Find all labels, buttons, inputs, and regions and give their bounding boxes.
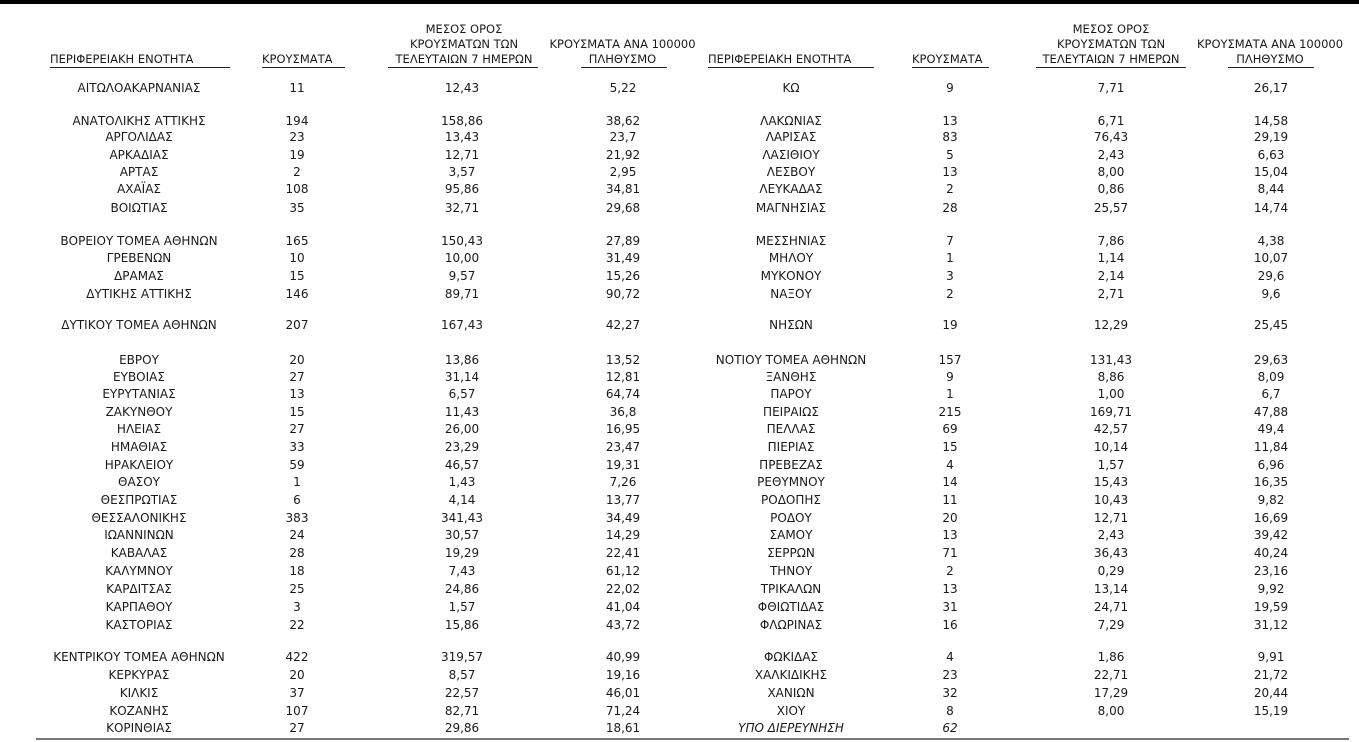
left-cases-cell: 422	[285, 650, 309, 664]
left-region-cell: ΚΟΡΙΝΘΙΑΣ	[106, 721, 172, 735]
left-region-cell: ΗΜΑΘΙΑΣ	[110, 440, 168, 454]
right-avg7-cell: 7,86	[1097, 234, 1125, 248]
right-cases-cell: 14	[942, 475, 958, 489]
left-avg7-cell: 3,57	[448, 165, 476, 179]
left-cases-cell: 146	[285, 287, 309, 301]
right-avg7-cell: 13,14	[1093, 582, 1129, 596]
header-underline	[388, 67, 538, 68]
right-cases-cell: 215	[938, 405, 962, 419]
right-region-cell: ΦΩΚΙΔΑΣ	[763, 650, 819, 664]
left-region-cell: ΑΡΓΟΛΙΔΑΣ	[105, 130, 173, 144]
left-avg7-cell: 150,43	[441, 234, 483, 248]
right-avg7-cell: 2,43	[1097, 528, 1125, 542]
right-per100k-cell: 49,4	[1257, 422, 1285, 436]
right-region-cell: ΡΟΔΟΥ	[770, 511, 812, 525]
left-cases-cell: 10	[289, 251, 305, 265]
right-per100k-cell: 9,82	[1257, 493, 1285, 507]
left-cases-cell: 165	[285, 234, 309, 248]
right-avg7-cell: 8,86	[1097, 370, 1125, 384]
header-avg-line3: ΤΕΛΕΥΤΑΙΩΝ 7 ΗΜΕΡΩΝ	[395, 52, 533, 66]
right-region-cell: ΛΑΡΙΣΑΣ	[765, 130, 817, 144]
right-cases-cell: 2	[946, 287, 954, 301]
right-per100k-cell: 39,42	[1253, 528, 1289, 542]
right-avg7-cell: 1,14	[1097, 251, 1125, 265]
right-avg7-cell: 42,57	[1093, 422, 1129, 436]
left-per100k-cell: 38,62	[605, 114, 641, 128]
left-region-cell: ΑΡΚΑΔΙΑΣ	[109, 148, 169, 162]
top-border	[0, 0, 1359, 4]
right-avg7-cell: 1,86	[1097, 650, 1125, 664]
right-cases-cell: 15	[942, 440, 958, 454]
left-cases-cell: 383	[285, 511, 309, 525]
header-underline	[262, 67, 345, 68]
header-underline	[912, 67, 989, 68]
left-region-cell: ΕΒΡΟΥ	[119, 353, 159, 367]
right-region-cell: ΛΕΥΚΑΔΑΣ	[759, 182, 823, 196]
right-avg7-cell: 17,29	[1093, 686, 1129, 700]
right-region-cell: ΣΕΡΡΩΝ	[767, 546, 815, 560]
right-per100k-cell: 16,35	[1253, 475, 1289, 489]
header-per-line2: ΠΛΗΘΥΣΜΟ	[588, 52, 657, 66]
left-avg7-cell: 12,71	[444, 148, 480, 162]
right-avg7-cell: 12,71	[1093, 511, 1129, 525]
left-cases-cell: 24	[289, 528, 305, 542]
left-cases-cell: 59	[289, 458, 305, 472]
left-per100k-cell: 16,95	[605, 422, 641, 436]
header-underline	[708, 67, 874, 68]
left-region-cell: ΑΧΑΪΑΣ	[117, 182, 161, 196]
right-region-cell: ΜΕΣΣΗΝΙΑΣ	[755, 234, 827, 248]
right-avg7-cell: 1,00	[1097, 387, 1125, 401]
left-avg7-cell: 31,14	[444, 370, 480, 384]
right-per100k-cell: 6,63	[1257, 148, 1285, 162]
right-region-cell: ΣΑΜΟΥ	[769, 528, 813, 542]
left-per100k-cell: 2,95	[609, 165, 637, 179]
right-region-cell: ΠΕΙΡΑΙΩΣ	[763, 405, 819, 419]
right-region-cell: ΧΙΟΥ	[776, 704, 806, 718]
left-cases-cell: 27	[289, 370, 305, 384]
left-avg7-cell: 26,00	[444, 422, 480, 436]
left-avg7-cell: 23,29	[444, 440, 480, 454]
right-per100k-cell: 26,17	[1253, 81, 1289, 95]
left-avg7-cell: 11,43	[444, 405, 480, 419]
right-per100k-cell: 40,24	[1253, 546, 1289, 560]
left-region-cell: ΘΑΣΟΥ	[117, 475, 161, 489]
left-avg7-cell: 12,43	[444, 81, 480, 95]
left-avg7-cell: 6,57	[448, 387, 476, 401]
left-per100k-cell: 36,8	[609, 405, 637, 419]
right-avg7-cell: 24,71	[1093, 600, 1129, 614]
right-per100k-cell: 6,7	[1261, 387, 1281, 401]
left-region-cell: ΕΥΒΟΙΑΣ	[113, 370, 165, 384]
right-region-cell: ΠΑΡΟΥ	[770, 387, 812, 401]
header-avg-line1: ΜΕΣΟΣ ΟΡΟΣ	[1072, 22, 1150, 36]
right-region-cell: ΛΕΣΒΟΥ	[766, 165, 816, 179]
left-per100k-cell: 40,99	[605, 650, 641, 664]
header-avg-line1: ΜΕΣΟΣ ΟΡΟΣ	[425, 22, 503, 36]
right-per100k-cell: 9,91	[1257, 650, 1285, 664]
left-cases-cell: 33	[289, 440, 305, 454]
header-underline	[50, 67, 230, 68]
right-region-cell: ΥΠΟ ΔΙΕΡΕΥΝΗΣΗ	[738, 721, 844, 735]
left-region-cell: ΚΑΣΤΟΡΙΑΣ	[105, 618, 173, 632]
left-per100k-cell: 15,26	[605, 269, 641, 283]
left-per100k-cell: 14,29	[605, 528, 641, 542]
left-per100k-cell: 19,16	[605, 668, 641, 682]
left-region-cell: ΚΑΛΥΜΝΟΥ	[105, 564, 173, 578]
right-region-cell: ΠΙΕΡΙΑΣ	[767, 440, 815, 454]
right-avg7-cell: 0,86	[1097, 182, 1125, 196]
left-region-cell: ΘΕΣΣΑΛΟΝΙΚΗΣ	[91, 511, 187, 525]
right-per100k-cell: 8,09	[1257, 370, 1285, 384]
left-avg7-cell: 29,86	[444, 721, 480, 735]
right-per100k-cell: 20,44	[1253, 686, 1289, 700]
right-region-cell: ΚΩ	[782, 81, 800, 95]
right-avg7-cell: 131,43	[1090, 353, 1132, 367]
right-region-cell: ΛΑΣΙΘΙΟΥ	[762, 148, 820, 162]
right-per100k-cell: 29,6	[1257, 269, 1285, 283]
bottom-border	[36, 738, 1349, 740]
left-per100k-cell: 42,27	[605, 318, 641, 332]
left-per100k-cell: 7,26	[609, 475, 637, 489]
right-per100k-cell: 23,16	[1253, 564, 1289, 578]
right-per100k-cell: 9,92	[1257, 582, 1285, 596]
left-avg7-cell: 22,57	[444, 686, 480, 700]
header-avg-right	[1031, 22, 1191, 67]
left-avg7-cell: 10,00	[444, 251, 480, 265]
right-region-cell: ΜΥΚΟΝΟΥ	[760, 269, 822, 283]
header-per-line1: ΚΡΟΥΣΜΑΤΑ ΑΝΑ 100000	[1196, 37, 1344, 51]
left-avg7-cell: 8,57	[448, 668, 476, 682]
left-cases-cell: 1	[293, 475, 301, 489]
left-per100k-cell: 27,89	[605, 234, 641, 248]
right-region-cell: ΛΑΚΩΝΙΑΣ	[760, 114, 822, 128]
left-region-cell: ΗΡΑΚΛΕΙΟΥ	[104, 458, 174, 472]
left-cases-cell: 27	[289, 422, 305, 436]
right-region-cell: ΡΕΘΥΜΝΟΥ	[757, 475, 825, 489]
right-region-cell: ΝΗΣΩΝ	[769, 318, 813, 332]
right-per100k-cell: 14,58	[1253, 114, 1289, 128]
right-region-cell: ΜΗΛΟΥ	[768, 251, 814, 265]
left-per100k-cell: 64,74	[605, 387, 641, 401]
right-region-cell: ΡΟΔΟΠΗΣ	[761, 493, 821, 507]
right-cases-cell: 20	[942, 511, 958, 525]
right-cases-cell: 1	[946, 251, 954, 265]
right-cases-cell: 31	[942, 600, 958, 614]
right-avg7-cell: 15,43	[1093, 475, 1129, 489]
right-avg7-cell: 0,29	[1097, 564, 1125, 578]
left-cases-cell: 25	[289, 582, 305, 596]
right-avg7-cell: 36,43	[1093, 546, 1129, 560]
left-avg7-cell: 32,71	[444, 201, 480, 215]
left-cases-cell: 11	[289, 81, 305, 95]
left-cases-cell: 19	[289, 148, 305, 162]
left-cases-cell: 20	[289, 668, 305, 682]
left-cases-cell: 207	[285, 318, 309, 332]
left-cases-cell: 194	[285, 114, 309, 128]
left-avg7-cell: 158,86	[441, 114, 483, 128]
left-region-cell: ΑΡΤΑΣ	[119, 165, 159, 179]
left-per100k-cell: 29,68	[605, 201, 641, 215]
right-region-cell: ΤΡΙΚΑΛΩΝ	[760, 582, 822, 596]
right-cases-cell: 11	[942, 493, 958, 507]
left-avg7-cell: 167,43	[441, 318, 483, 332]
right-cases-cell: 157	[938, 353, 962, 367]
right-region-cell: ΝΟΤΙΟΥ ΤΟΜΕΑ ΑΘΗΝΩΝ	[715, 353, 867, 367]
right-cases-cell: 13	[942, 528, 958, 542]
left-per100k-cell: 43,72	[605, 618, 641, 632]
right-cases-cell: 16	[942, 618, 958, 632]
left-per100k-cell: 18,61	[605, 721, 641, 735]
right-region-cell: ΦΘΙΩΤΙΔΑΣ	[757, 600, 825, 614]
left-region-cell: ΚΑΒΑΛΑΣ	[110, 546, 168, 560]
right-per100k-cell: 25,45	[1253, 318, 1289, 332]
right-cases-cell: 1	[946, 387, 954, 401]
right-region-cell: ΝΑΞΟΥ	[770, 287, 812, 301]
header-region-right: ΠΕΡΙΦΕΡΕΙΑΚΗ ΕΝΟΤΗΤΑ	[708, 52, 852, 66]
right-per100k-cell: 11,84	[1253, 440, 1289, 454]
left-avg7-cell: 7,43	[448, 564, 476, 578]
right-cases-cell: 13	[942, 165, 958, 179]
right-per100k-cell: 21,72	[1253, 668, 1289, 682]
header-avg-left	[384, 22, 544, 67]
left-cases-cell: 15	[289, 269, 305, 283]
left-region-cell: ΔΥΤΙΚΗΣ ΑΤΤΙΚΗΣ	[86, 287, 192, 301]
left-cases-cell: 28	[289, 546, 305, 560]
header-underline	[1036, 67, 1186, 68]
left-avg7-cell: 89,71	[444, 287, 480, 301]
left-per100k-cell: 71,24	[605, 704, 641, 718]
left-per100k-cell: 61,12	[605, 564, 641, 578]
right-avg7-cell: 25,57	[1093, 201, 1129, 215]
right-avg7-cell: 2,14	[1097, 269, 1125, 283]
left-per100k-cell: 19,31	[605, 458, 641, 472]
left-per100k-cell: 90,72	[605, 287, 641, 301]
right-per100k-cell: 29,63	[1253, 353, 1289, 367]
left-avg7-cell: 13,86	[444, 353, 480, 367]
left-region-cell: ΚΑΡΔΙΤΣΑΣ	[106, 582, 172, 596]
left-region-cell: ΚΕΡΚΥΡΑΣ	[108, 668, 170, 682]
left-cases-cell: 18	[289, 564, 305, 578]
left-per100k-cell: 23,47	[605, 440, 641, 454]
right-region-cell: ΜΑΓΝΗΣΙΑΣ	[755, 201, 827, 215]
left-per100k-cell: 12,81	[605, 370, 641, 384]
right-per100k-cell: 9,6	[1261, 287, 1281, 301]
right-avg7-cell: 7,29	[1097, 618, 1125, 632]
right-cases-cell: 7	[946, 234, 954, 248]
right-avg7-cell: 10,14	[1093, 440, 1129, 454]
right-avg7-cell: 2,71	[1097, 287, 1125, 301]
right-per100k-cell: 15,04	[1253, 165, 1289, 179]
left-avg7-cell: 9,57	[448, 269, 476, 283]
left-region-cell: ΔΡΑΜΑΣ	[114, 269, 164, 283]
left-region-cell: ΑΙΤΩΛΟΑΚΑΡΝΑΝΙΑΣ	[77, 81, 201, 95]
left-avg7-cell: 15,86	[444, 618, 480, 632]
left-per100k-cell: 13,77	[605, 493, 641, 507]
left-region-cell: ΘΕΣΠΡΩΤΙΑΣ	[100, 493, 178, 507]
right-avg7-cell: 8,00	[1097, 704, 1125, 718]
right-per100k-cell: 6,96	[1257, 458, 1285, 472]
right-avg7-cell: 1,57	[1097, 458, 1125, 472]
right-cases-cell: 5	[946, 148, 954, 162]
right-cases-cell: 9	[946, 370, 954, 384]
right-cases-cell: 3	[946, 269, 954, 283]
right-region-cell: ΠΡΕΒΕΖΑΣ	[759, 458, 823, 472]
header-per-line1: ΚΡΟΥΣΜΑΤΑ ΑΝΑ 100000	[549, 37, 696, 51]
right-avg7-cell: 76,43	[1093, 130, 1129, 144]
right-avg7-cell: 8,00	[1097, 165, 1125, 179]
header-underline	[1228, 67, 1314, 68]
right-cases-cell: 13	[942, 114, 958, 128]
left-region-cell: ΚΙΛΚΙΣ	[119, 686, 159, 700]
left-avg7-cell: 1,57	[448, 600, 476, 614]
left-per100k-cell: 13,52	[605, 353, 641, 367]
right-avg7-cell: 169,71	[1090, 405, 1132, 419]
left-cases-cell: 2	[293, 165, 301, 179]
left-per100k-cell: 41,04	[605, 600, 641, 614]
right-per100k-cell: 19,59	[1253, 600, 1289, 614]
right-cases-cell: 32	[942, 686, 958, 700]
left-region-cell: ΒΟΡΕΙΟΥ ΤΟΜΕΑ ΑΘΗΝΩΝ	[60, 234, 218, 248]
left-per100k-cell: 5,22	[609, 81, 637, 95]
left-region-cell: ΙΩΑΝΝΙΝΩΝ	[104, 528, 174, 542]
right-cases-cell: 23	[942, 668, 958, 682]
left-region-cell: ΒΟΙΩΤΙΑΣ	[110, 201, 168, 215]
right-avg7-cell: 12,29	[1093, 318, 1129, 332]
left-cases-cell: 3	[293, 600, 301, 614]
right-region-cell: ΞΑΝΘΗΣ	[765, 370, 817, 384]
right-per100k-cell: 31,12	[1253, 618, 1289, 632]
left-region-cell: ΚΑΡΠΑΘΟΥ	[105, 600, 173, 614]
left-cases-cell: 35	[289, 201, 305, 215]
right-cases-cell: 13	[942, 582, 958, 596]
right-region-cell: ΠΕΛΛΑΣ	[766, 422, 816, 436]
header-avg-line2: ΚΡΟΥΣΜΑΤΩΝ ΤΩΝ	[409, 37, 519, 51]
right-per100k-cell: 15,19	[1253, 704, 1289, 718]
left-region-cell: ΚΕΝΤΡΙΚΟΥ ΤΟΜΕΑ ΑΘΗΝΩΝ	[53, 650, 225, 664]
right-avg7-cell: 7,71	[1097, 81, 1125, 95]
left-per100k-cell: 23,7	[609, 130, 637, 144]
header-per100k-right	[1186, 37, 1354, 67]
left-region-cell: ΚΟΖΑΝΗΣ	[109, 704, 169, 718]
left-cases-cell: 20	[289, 353, 305, 367]
right-avg7-cell: 22,71	[1093, 668, 1129, 682]
left-cases-cell: 27	[289, 721, 305, 735]
right-cases-cell: 83	[942, 130, 958, 144]
header-avg-line3: ΤΕΛΕΥΤΑΙΩΝ 7 ΗΜΕΡΩΝ	[1042, 52, 1180, 66]
left-avg7-cell: 341,43	[441, 511, 483, 525]
right-region-cell: ΤΗΝΟΥ	[769, 564, 813, 578]
left-avg7-cell: 1,43	[448, 475, 476, 489]
left-region-cell: ΑΝΑΤΟΛΙΚΗΣ ΑΤΤΙΚΗΣ	[72, 114, 206, 128]
right-region-cell: ΦΛΩΡΙΝΑΣ	[759, 618, 823, 632]
left-avg7-cell: 30,57	[444, 528, 480, 542]
right-per100k-cell: 8,44	[1257, 182, 1285, 196]
left-cases-cell: 108	[285, 182, 309, 196]
left-region-cell: ΗΛΕΙΑΣ	[116, 422, 162, 436]
left-cases-cell: 15	[289, 405, 305, 419]
left-per100k-cell: 46,01	[605, 686, 641, 700]
right-region-cell: ΧΑΝΙΩΝ	[767, 686, 815, 700]
left-per100k-cell: 21,92	[605, 148, 641, 162]
left-cases-cell: 23	[289, 130, 305, 144]
right-per100k-cell: 16,69	[1253, 511, 1289, 525]
right-per100k-cell: 14,74	[1253, 201, 1289, 215]
right-cases-cell: 71	[942, 546, 958, 560]
left-per100k-cell: 22,02	[605, 582, 641, 596]
left-cases-cell: 107	[285, 704, 309, 718]
right-cases-cell: 4	[946, 650, 954, 664]
right-cases-cell: 9	[946, 81, 954, 95]
header-per-line2: ΠΛΗΘΥΣΜΟ	[1236, 52, 1304, 66]
header-cases-left: ΚΡΟΥΣΜΑΤΑ	[262, 52, 333, 66]
header-cases-right: ΚΡΟΥΣΜΑΤΑ	[912, 52, 983, 66]
left-cases-cell: 22	[289, 618, 305, 632]
left-region-cell: ΓΡΕΒΕΝΩΝ	[106, 251, 172, 265]
left-region-cell: ΕΥΡΥΤΑΝΙΑΣ	[102, 387, 176, 401]
left-region-cell: ΖΑΚΥΝΘΟΥ	[105, 405, 173, 419]
left-cases-cell: 6	[293, 493, 301, 507]
left-avg7-cell: 319,57	[441, 650, 483, 664]
left-avg7-cell: 46,57	[444, 458, 480, 472]
right-avg7-cell: 2,43	[1097, 148, 1125, 162]
left-per100k-cell: 22,41	[605, 546, 641, 560]
right-cases-cell: 2	[946, 564, 954, 578]
left-per100k-cell: 34,49	[605, 511, 641, 525]
left-per100k-cell: 31,49	[605, 251, 641, 265]
left-cases-cell: 13	[289, 387, 305, 401]
left-avg7-cell: 95,86	[444, 182, 480, 196]
right-cases-cell: 8	[946, 704, 954, 718]
left-per100k-cell: 34,81	[605, 182, 641, 196]
right-avg7-cell: 6,71	[1097, 114, 1125, 128]
left-avg7-cell: 24,86	[444, 582, 480, 596]
header-underline	[581, 67, 667, 68]
right-cases-cell: 69	[942, 422, 958, 436]
left-region-cell: ΔΥΤΙΚΟΥ ΤΟΜΕΑ ΑΘΗΝΩΝ	[61, 318, 217, 332]
right-per100k-cell: 29,19	[1253, 130, 1289, 144]
left-avg7-cell: 13,43	[444, 130, 480, 144]
left-cases-cell: 37	[289, 686, 305, 700]
header-avg-line2: ΚΡΟΥΣΜΑΤΩΝ ΤΩΝ	[1056, 37, 1166, 51]
header-region-left: ΠΕΡΙΦΕΡΕΙΑΚΗ ΕΝΟΤΗΤΑ	[50, 52, 194, 66]
right-cases-cell: 28	[942, 201, 958, 215]
right-region-cell: ΧΑΛΚΙΔΙΚΗΣ	[754, 668, 828, 682]
left-avg7-cell: 19,29	[444, 546, 480, 560]
right-per100k-cell: 10,07	[1253, 251, 1289, 265]
right-cases-cell: 4	[946, 458, 954, 472]
left-avg7-cell: 4,14	[448, 493, 476, 507]
right-cases-cell: 2	[946, 182, 954, 196]
right-cases-cell: 19	[942, 318, 958, 332]
right-cases-cell: 62	[942, 721, 958, 735]
right-per100k-cell: 47,88	[1253, 405, 1289, 419]
right-per100k-cell: 4,38	[1257, 234, 1285, 248]
left-avg7-cell: 82,71	[444, 704, 480, 718]
header-per100k-left	[540, 37, 705, 67]
right-avg7-cell: 10,43	[1093, 493, 1129, 507]
